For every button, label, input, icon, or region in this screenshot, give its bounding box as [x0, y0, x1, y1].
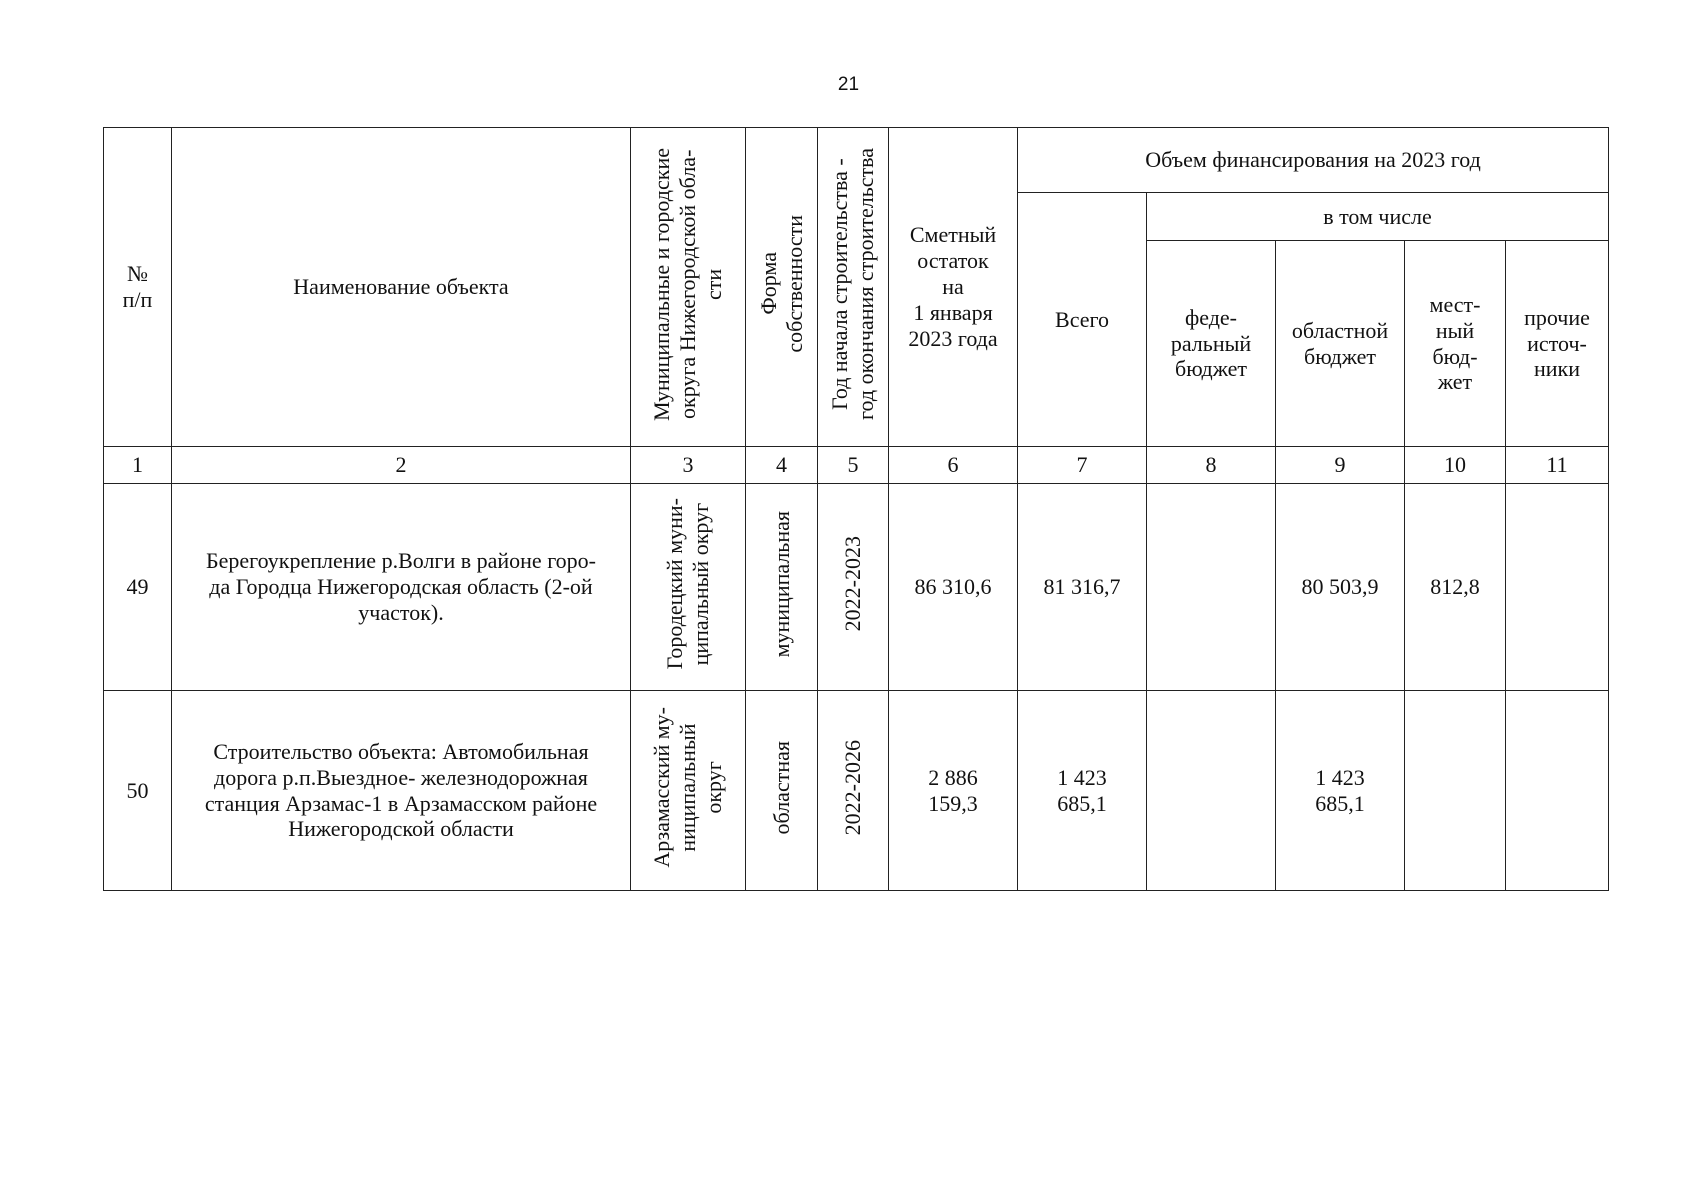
header-years-line: год окончания строительства [853, 148, 878, 420]
federal-budget [1147, 691, 1276, 891]
row-number: 50 [104, 691, 172, 891]
other-sources [1506, 691, 1609, 891]
regional-line: 685,1 [1315, 790, 1365, 816]
municipal-district [631, 484, 746, 691]
municipal-line: ниципальный [675, 723, 701, 852]
column-index: 10 [1405, 447, 1506, 484]
header-other-line: источ- [1527, 330, 1587, 356]
header-regional-line: бюджет [1304, 343, 1376, 369]
object-name-line: станция Арзамас-1 в Арзамасском районе [204, 790, 598, 816]
header-including: в том числе [1147, 193, 1609, 241]
object-name-line: Строительство объекта: Автомобильная [213, 738, 589, 764]
object-name-line: участок). [358, 599, 444, 625]
column-index: 3 [631, 447, 746, 484]
column-index: 8 [1147, 447, 1276, 484]
header-estimate-line: 2023 года [908, 325, 998, 351]
header-estimate-line: Сметный [909, 222, 997, 248]
object-name-line: Нижегородской области [288, 816, 514, 842]
regional-line: 80 503,9 [1301, 574, 1379, 600]
municipal-line: Арзамасский му- [649, 707, 675, 868]
years-text: 2022-2023 [840, 536, 866, 632]
municipal-line: округ [700, 761, 726, 814]
header-num [104, 128, 172, 447]
total-line: 685,1 [1057, 790, 1107, 816]
row-number: 49 [104, 484, 172, 691]
header-local-line: жет [1437, 369, 1473, 395]
header-funding-2023: Объем финансирования на 2023 год [1018, 128, 1609, 193]
municipal-line: Городецкий муни- [662, 498, 688, 670]
municipal-line: ципальный округ [688, 502, 713, 666]
header-federal-line: бюджет [1175, 356, 1247, 382]
header-estimate-line: на [942, 274, 964, 300]
header-municipal-line: Муниципальные и городские [649, 147, 675, 421]
header-federal-budget [1147, 241, 1276, 447]
page-number: 21 [837, 74, 860, 95]
header-municipal-line: сти [700, 268, 726, 300]
regional-budget [1276, 484, 1405, 691]
regional-line: 1 423 [1315, 764, 1365, 790]
other-sources [1506, 484, 1609, 691]
column-index: 9 [1276, 447, 1405, 484]
header-regional-line: областной [1291, 317, 1389, 343]
years-text: 2022-2026 [840, 739, 866, 836]
column-index: 5 [818, 447, 889, 484]
column-index: 4 [746, 447, 818, 484]
column-index: 6 [889, 447, 1018, 484]
header-years-line: Год начала строительства - [827, 158, 853, 410]
estimate-balance [889, 484, 1018, 691]
local-line: 812,8 [1430, 574, 1480, 600]
header-regional-budget [1276, 241, 1405, 447]
header-other-line: прочие [1524, 304, 1590, 330]
column-index: 2 [172, 447, 631, 484]
header-ownership-form [746, 128, 818, 447]
header-total: Всего [1018, 193, 1147, 447]
header-local-line: бюд- [1432, 343, 1478, 369]
funding-total [1018, 484, 1147, 691]
total-line: 1 423 [1057, 764, 1107, 790]
estimate-line: 159,3 [928, 790, 978, 816]
header-local-line: мест- [1429, 291, 1481, 317]
header-other-line: ники [1534, 356, 1581, 382]
object-name-line: да Городца Нижегородская область (2-ой [209, 574, 593, 600]
header-object-name: Наименование объекта [172, 128, 631, 447]
header-local-budget [1405, 241, 1506, 447]
ownership-text: муниципальная [768, 510, 794, 658]
local-budget [1405, 484, 1506, 691]
construction-objects-table [103, 127, 1609, 891]
federal-budget [1147, 484, 1276, 691]
object-name-line: Берегоукрепление р.Волги в районе горо- [205, 548, 596, 574]
regional-budget [1276, 691, 1405, 891]
object-name [172, 691, 631, 891]
estimate-line: 2 886 [928, 764, 978, 790]
header-federal-line: ральный [1170, 330, 1252, 356]
header-municipal-line: округа Нижегородской обла- [675, 149, 701, 419]
construction-years [818, 484, 889, 691]
header-ownership-line: собственности [781, 215, 807, 353]
ownership-form [746, 484, 818, 691]
local-budget [1405, 691, 1506, 891]
object-name [172, 484, 631, 691]
header-ownership-line: Форма [755, 252, 781, 316]
total-line: 81 316,7 [1043, 574, 1121, 600]
ownership-text: областная [768, 740, 794, 835]
table-row [104, 484, 1609, 691]
header-estimate-line: 1 января [913, 299, 993, 325]
estimate-balance [889, 691, 1018, 891]
header-municipal-district [631, 128, 746, 447]
header-other-sources [1506, 241, 1609, 447]
column-index-row [104, 447, 1609, 484]
column-index: 11 [1506, 447, 1609, 484]
object-name-line: дорога р.п.Выездное- железнодорожная [214, 764, 588, 790]
column-index: 7 [1018, 447, 1147, 484]
funding-total [1018, 691, 1147, 891]
estimate-line: 86 310,6 [914, 574, 992, 600]
header-num-line: п/п [122, 287, 153, 312]
header-estimate-line: остаток [917, 248, 989, 274]
ownership-form [746, 691, 818, 891]
header-estimate-balance [889, 128, 1018, 447]
municipal-district [631, 691, 746, 891]
header-federal-line: феде- [1184, 304, 1237, 330]
column-index: 1 [104, 447, 172, 484]
header-num-line: № [127, 261, 148, 287]
header-construction-years [818, 128, 889, 447]
table-row [104, 691, 1609, 891]
construction-years [818, 691, 889, 891]
header-local-line: ный [1435, 317, 1475, 343]
